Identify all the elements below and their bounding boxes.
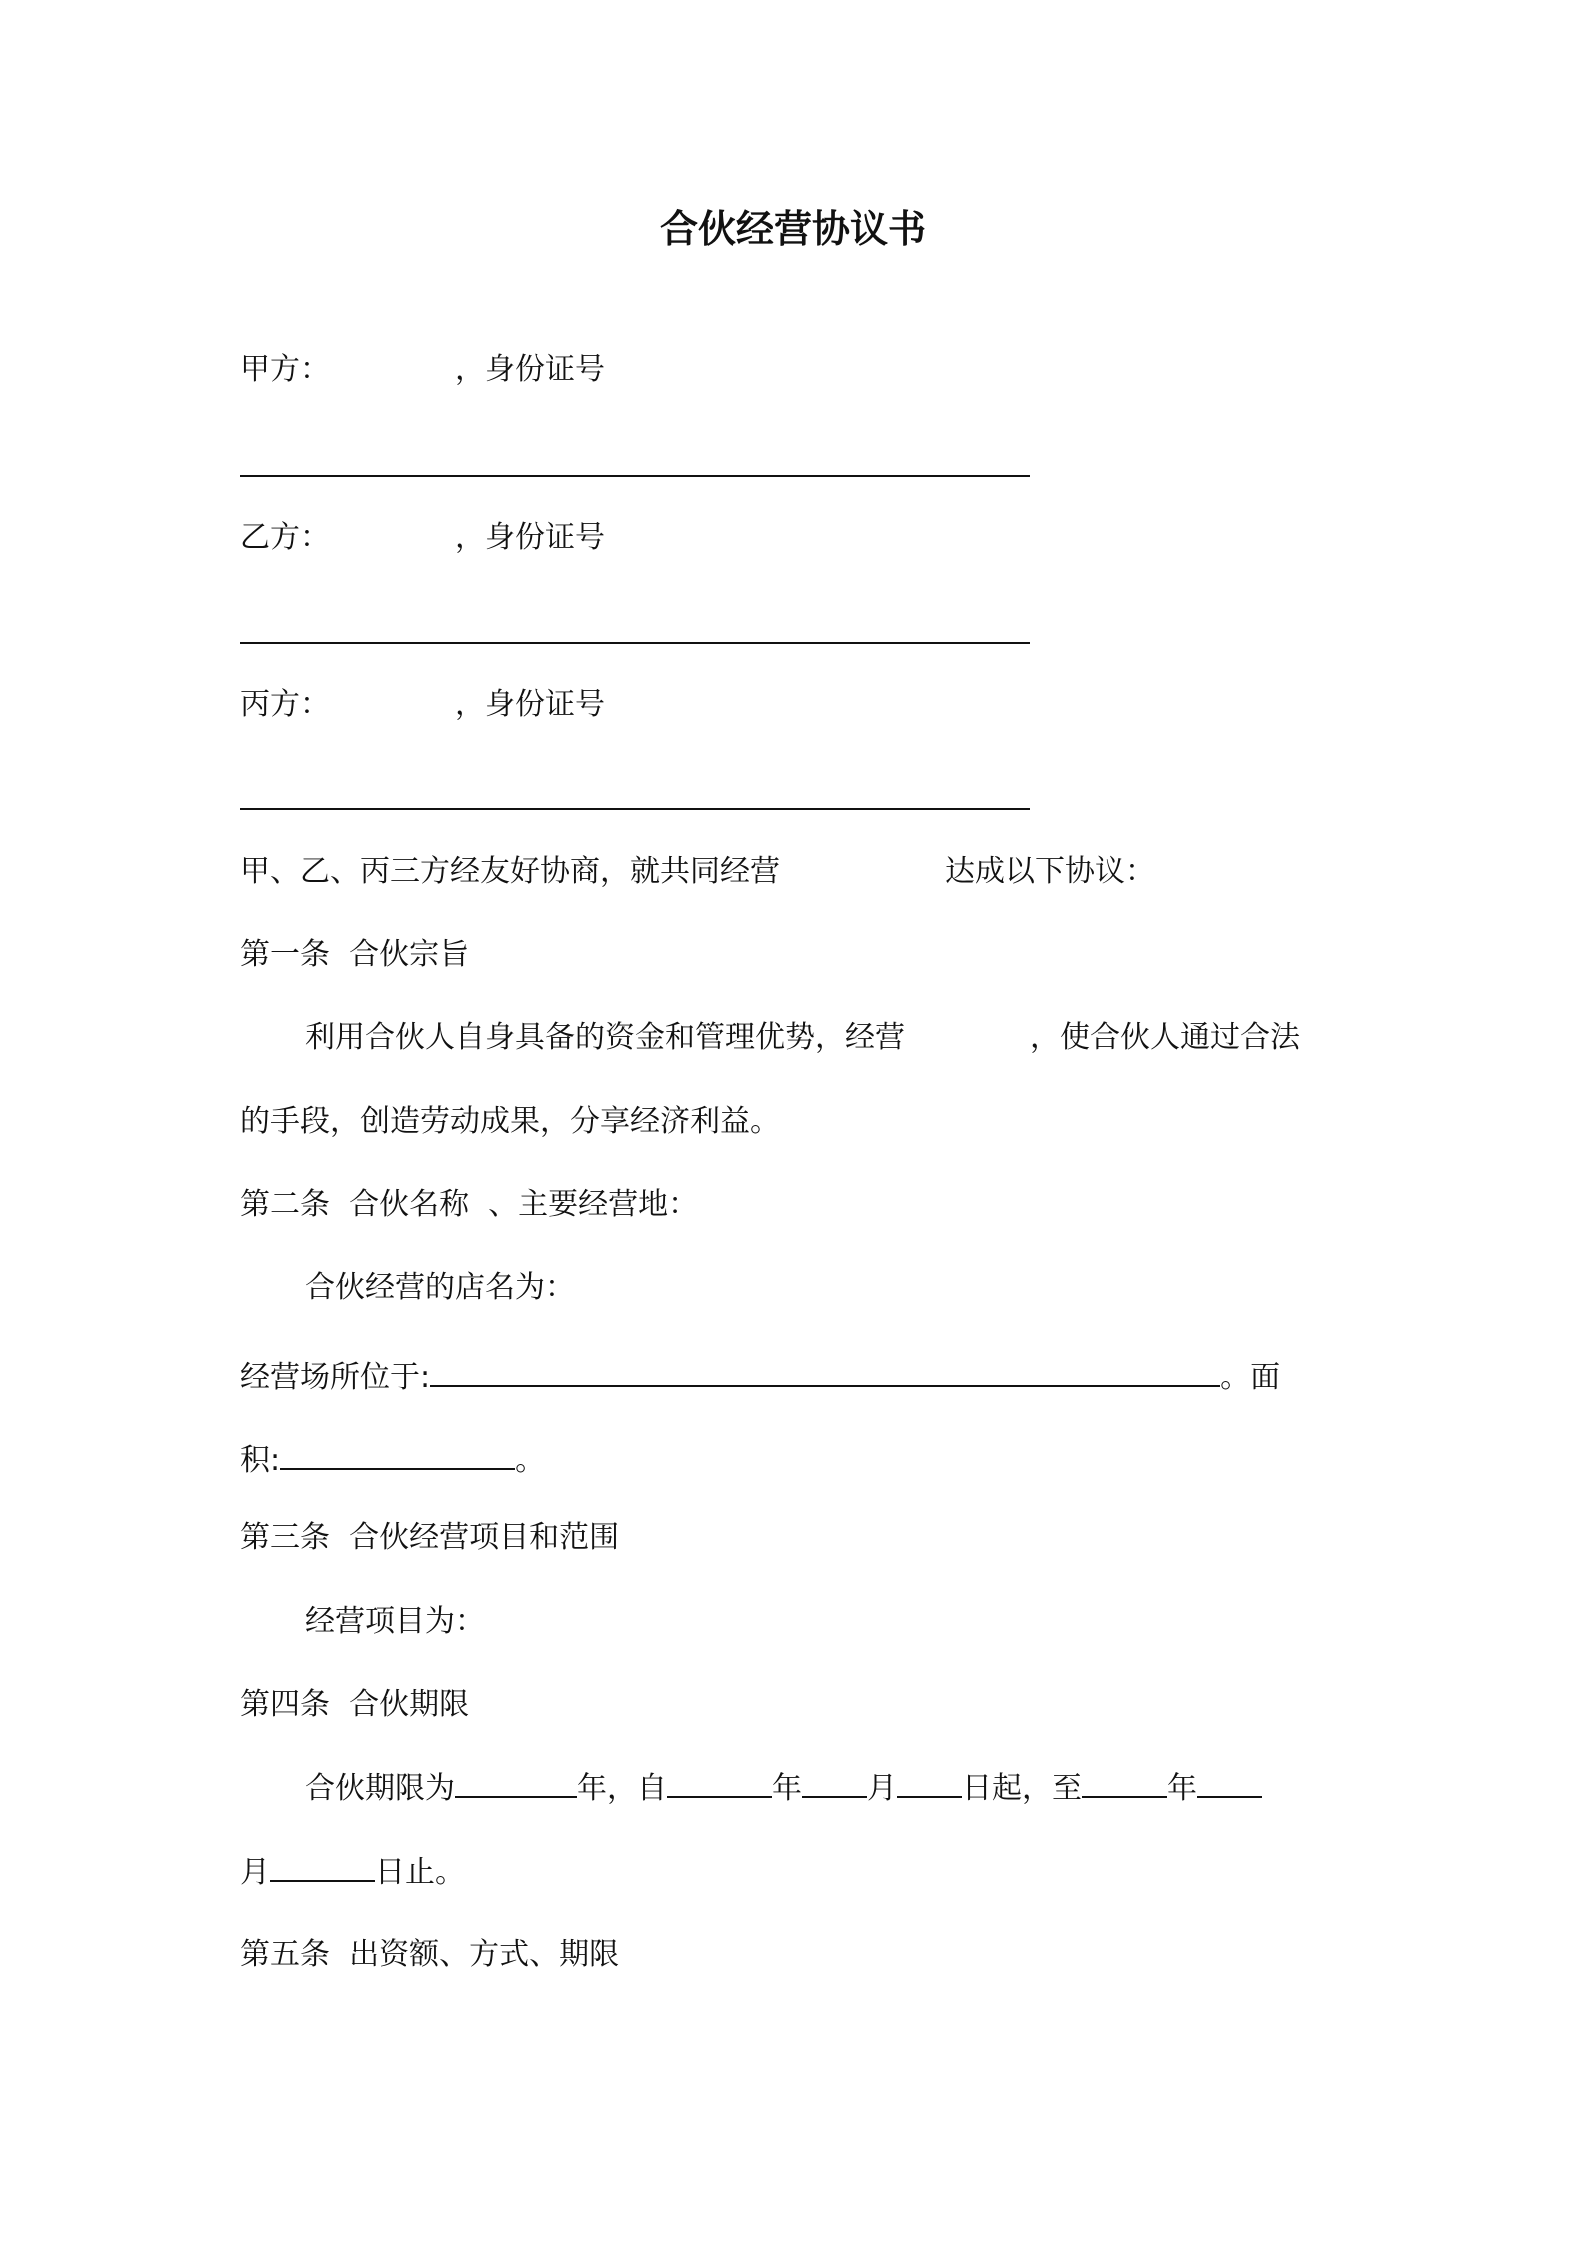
term-years-blank [455,1768,577,1798]
location-blank [430,1357,1220,1387]
party-b-label: 乙方： [240,520,330,555]
party-a-id-blank [240,475,1030,477]
start-year-blank [667,1768,772,1798]
article1-line1-after: ，使合伙人通过合法 [1030,1020,1300,1055]
location-label: 经营场所位于: [240,1360,431,1395]
start-month-blank [802,1768,867,1798]
article4-heading: 第四条 合伙期限 [240,1687,470,1722]
area-end: 。 [515,1443,546,1478]
article1-paragraph-line2: 的手段，创造劳动成果，分享经济利益。 [240,1104,780,1139]
party-c-id-blank [240,808,1030,810]
document-title: 合伙经营协议书 [659,207,926,251]
end-month-blank [1197,1768,1262,1798]
party-a-line [240,350,605,390]
party-b-id-label: ，身份证号 [455,520,605,555]
term-end: 日止。 [375,1855,465,1890]
party-a-label: 甲方： [240,352,330,387]
term-from: 年，自 [577,1771,667,1806]
party-c-id-label: ，身份证号 [455,687,605,722]
article4-term-line2 [240,1852,465,1893]
end-year-blank [1082,1768,1167,1798]
article1-paragraph-line1 [305,1018,1300,1058]
article1-line1-before: 利用合伙人自身具备的资金和管理优势，经营 [305,1020,905,1055]
party-b-line [240,518,605,558]
area-blank [280,1440,515,1470]
article4-term-line1 [305,1768,1262,1809]
start-year-unit: 年 [772,1771,802,1806]
term-label: 合伙期限为 [305,1771,455,1806]
end-day-blank [270,1852,375,1882]
end-year-unit: 年 [1167,1771,1197,1806]
party-c-line [240,685,605,725]
article3-heading: 第三条 合伙经营项目和范围 [240,1520,620,1555]
article5-heading: 第五条 出资额、方式、期限 [240,1937,620,1972]
party-a-id-label: ，身份证号 [455,352,605,387]
intro-paragraph [240,852,1155,892]
location-end: 。面 [1220,1360,1281,1395]
party-b-id-blank [240,642,1030,644]
article2-shop-name: 合伙经营的店名为： [305,1270,575,1305]
end-month-unit: 月 [240,1855,270,1890]
party-c-label: 丙方： [240,687,330,722]
article3-items: 经营项目为： [305,1604,485,1639]
article1-heading: 第一条 合伙宗旨 [240,937,470,972]
area-label: 积: [240,1443,281,1478]
start-day-blank [897,1768,962,1798]
article2-heading: 第二条 合伙名称 、主要经营地： [240,1187,699,1222]
article2-area-line [240,1440,545,1481]
intro-before: 甲、乙、丙三方经友好协商，就共同经营 [240,854,780,889]
intro-after: 达成以下协议： [945,854,1155,889]
article2-location-line [240,1357,1280,1398]
start-month-unit: 月 [867,1771,897,1806]
term-to: 日起，至 [962,1771,1082,1806]
